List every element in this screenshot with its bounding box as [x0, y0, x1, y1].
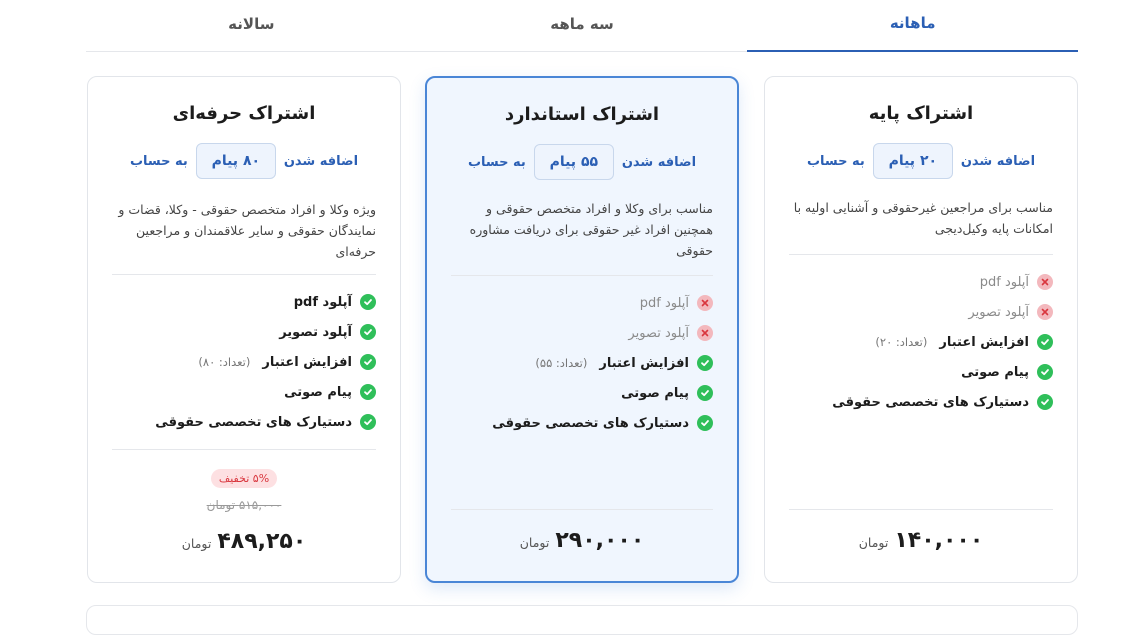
- check-circle-icon: [697, 415, 713, 431]
- feature-item: [112, 377, 376, 407]
- feature-label: آپلود تصویر: [968, 304, 1029, 320]
- message-quota: [427, 144, 737, 180]
- feature-item: [112, 347, 376, 377]
- plan-card-pro[interactable]: [87, 76, 401, 583]
- feature-label: افزایش اعتبار: [262, 354, 352, 370]
- plan-description: مناسب برای مراجعین غیرحقوقی و آشنایی اولیه با امکانات پایه وکیل‌دیجی: [793, 200, 1053, 236]
- feature-label: پیام صوتی: [284, 384, 352, 400]
- feature-label: افزایش اعتبار: [599, 355, 689, 371]
- feature-list: [451, 288, 713, 438]
- feature-list: [112, 287, 376, 437]
- tab-monthly[interactable]: ماهانه: [747, 0, 1078, 52]
- plan-card-standard[interactable]: [425, 76, 739, 583]
- divider: [789, 254, 1053, 255]
- feature-item: [112, 407, 376, 437]
- divider: [112, 449, 376, 450]
- tab-quarterly[interactable]: سه ماهه: [550, 14, 614, 33]
- check-circle-icon: [360, 384, 376, 400]
- check-circle-icon: [360, 324, 376, 340]
- feature-label: آپلود تصویر: [279, 324, 352, 340]
- feature-item: [789, 297, 1053, 327]
- feature-label: آپلود pdf: [293, 294, 352, 310]
- price-amount: ۱۴۰,۰۰۰: [894, 528, 984, 553]
- feature-label: آپلود تصویر: [628, 325, 689, 341]
- feature-label: دستیارک های تخصصی حقوقی: [155, 414, 352, 430]
- plan-title: اشتراک پایه: [868, 103, 974, 124]
- tab-yearly[interactable]: سالانه: [228, 14, 275, 33]
- divider: [112, 274, 376, 275]
- price-currency: تومان: [858, 535, 889, 550]
- to-account-label: به حساب: [467, 154, 526, 170]
- price-amount: ۲۹۰,۰۰۰: [555, 528, 645, 553]
- feature-item: [112, 287, 376, 317]
- check-circle-icon: [697, 355, 713, 371]
- feature-item: [112, 317, 376, 347]
- check-circle-icon: [1037, 394, 1053, 410]
- message-count-box: ۸۰ پیام: [196, 143, 276, 179]
- divider: [789, 509, 1053, 510]
- discount-badge: [88, 467, 400, 488]
- x-circle-icon: [697, 325, 713, 341]
- plan-title: اشتراک حرفه‌ای: [172, 103, 316, 124]
- feature-item: [789, 267, 1053, 297]
- message-count-box: ۵۵ پیام: [534, 144, 614, 180]
- feature-item: [789, 327, 1053, 357]
- price-amount: ۴۸۹,۲۵۰: [217, 529, 307, 554]
- x-circle-icon: [1037, 274, 1053, 290]
- x-circle-icon: [1037, 304, 1053, 320]
- feature-label: دستیارک های تخصصی حقوقی: [492, 415, 689, 431]
- divider: [451, 275, 713, 276]
- plan-description: ویژه وکلا و افراد متخصص حقوقی - وکلا، قضات و نمایندگان حقوقی و سایر علاقمندان و مراجعین حرفه‌ای: [118, 202, 376, 259]
- price-currency: تومان: [181, 536, 212, 551]
- message-quota: [765, 143, 1077, 179]
- price-row: [765, 528, 1077, 553]
- message-quota: [88, 143, 400, 179]
- message-count-box: ۲۰ پیام: [873, 143, 953, 179]
- check-circle-icon: [1037, 334, 1053, 350]
- price-row: [88, 529, 400, 554]
- feature-label: افزایش اعتبار: [939, 334, 1029, 350]
- price-row: [427, 528, 737, 553]
- feature-item: [451, 378, 713, 408]
- feature-item: [451, 288, 713, 318]
- check-circle-icon: [360, 414, 376, 430]
- plan-description: مناسب برای وکلا و افراد متخصص حقوقی و همچنین افراد غیر حقوقی برای دریافت مشاوره حقوقی: [469, 201, 713, 258]
- plan-title: اشتراک استاندارد: [504, 104, 660, 125]
- to-account-label: به حساب: [806, 153, 865, 169]
- old-price: ۵۱۵,۰۰۰ تومان: [206, 498, 282, 512]
- feature-item: [451, 318, 713, 348]
- feature-note: (تعداد: ۵۵): [535, 356, 588, 370]
- feature-label: دستیارک های تخصصی حقوقی: [832, 394, 1029, 410]
- feature-label: پیام صوتی: [621, 385, 689, 401]
- billing-period-tabs: [86, 0, 1078, 52]
- feature-note: (تعداد: ۸۰): [198, 355, 251, 369]
- lower-panel: [86, 605, 1078, 635]
- check-circle-icon: [360, 294, 376, 310]
- divider: [451, 509, 713, 510]
- add-label: اضافه شدن: [283, 153, 359, 169]
- feature-label: آپلود pdf: [979, 274, 1029, 290]
- discount-text: ۵% تخفیف: [211, 469, 277, 488]
- feature-label: آپلود pdf: [639, 295, 689, 311]
- feature-item: [451, 348, 713, 378]
- add-label: اضافه شدن: [960, 153, 1036, 169]
- feature-note: (تعداد: ۲۰): [875, 335, 928, 349]
- check-circle-icon: [360, 354, 376, 370]
- plan-card-basic[interactable]: [764, 76, 1078, 583]
- feature-list: [789, 267, 1053, 417]
- check-circle-icon: [697, 385, 713, 401]
- feature-label: پیام صوتی: [961, 364, 1029, 380]
- feature-item: [789, 387, 1053, 417]
- feature-item: [789, 357, 1053, 387]
- x-circle-icon: [697, 295, 713, 311]
- feature-item: [451, 408, 713, 438]
- price-currency: تومان: [519, 535, 550, 550]
- add-label: اضافه شدن: [621, 154, 697, 170]
- check-circle-icon: [1037, 364, 1053, 380]
- to-account-label: به حساب: [129, 153, 188, 169]
